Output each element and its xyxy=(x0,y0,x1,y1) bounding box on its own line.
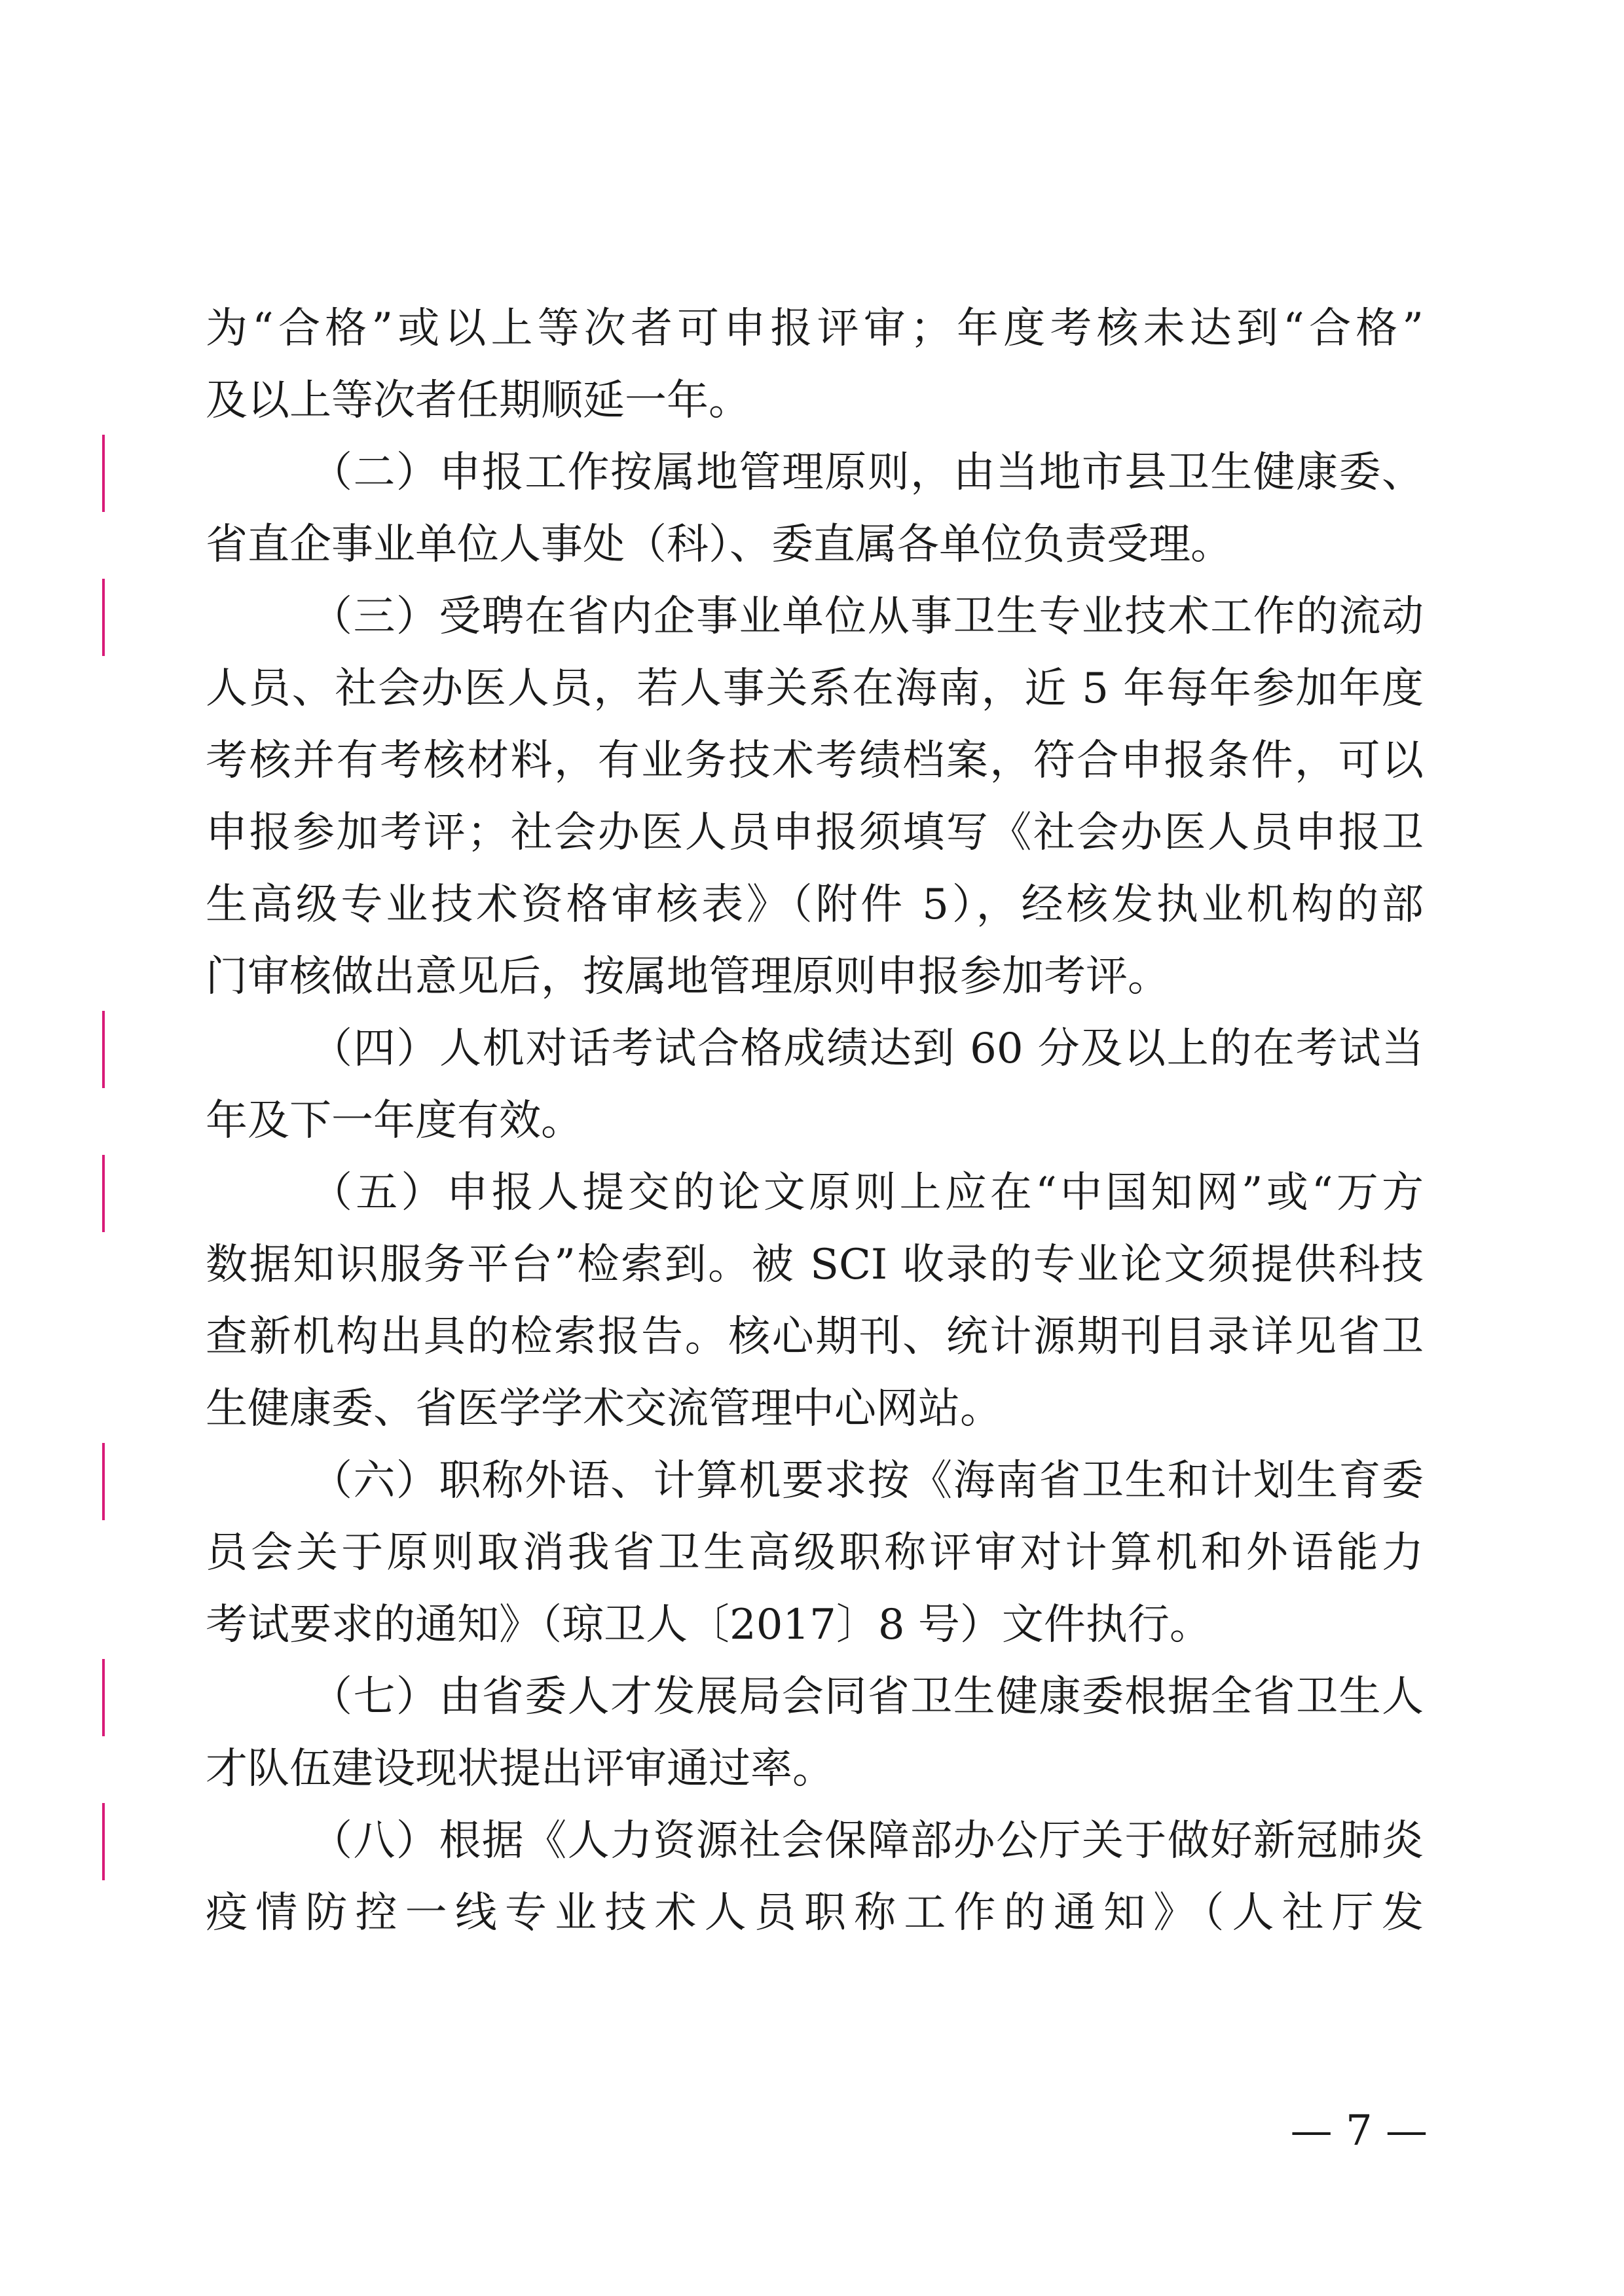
paragraph-6-line-2: 员会关于原则取消我省卫生高级职称评审对计算机和外语能力 xyxy=(206,1529,1424,1577)
paragraph-3-line-4: 申报参加考评；社会办医人员申报须填写《社会办医人员申报卫 xyxy=(206,809,1424,857)
revision-marker xyxy=(102,1803,105,1880)
body-line-1: 为“合格”或以上等次者可申报评审；年度考核未达到“合格” xyxy=(206,304,1424,353)
paragraph-3-line-3: 考核并有考核材料，有业务技术考绩档案，符合申报条件，可以 xyxy=(206,737,1424,785)
paragraph-5-line-2: 数据知识服务平台”检索到。被 SCI 收录的专业论文须提供科技 xyxy=(206,1241,1424,1289)
revision-marker xyxy=(102,1443,105,1520)
paragraph-5-line-4: 生健康委、省医学学术交流管理中心网站。 xyxy=(206,1385,1002,1433)
paragraph-7-line-2: 才队伍建设现状提出评审通过率。 xyxy=(206,1745,834,1793)
paragraph-3-line-2: 人员、社会办医人员，若人事关系在海南，近 5 年每年参加年度 xyxy=(206,665,1424,713)
paragraph-5-line-3: 查新机构出具的检索报告。核心期刊、统计源期刊目录详见省卫 xyxy=(206,1313,1424,1361)
revision-marker xyxy=(102,1011,105,1088)
paragraph-6-line-3: 考试要求的通知》（琼卫人〔2017〕8 号）文件执行。 xyxy=(206,1601,1211,1649)
paragraph-3-line-5: 生高级专业技术资格审核表》（附件 5），经核发执业机构的部 xyxy=(206,881,1424,929)
revision-marker xyxy=(102,435,105,512)
revision-marker xyxy=(102,579,105,656)
paragraph-5-line-1: （五）申报人提交的论文原则上应在“中国知网”或“万方 xyxy=(310,1169,1424,1217)
paragraph-8-line-1: （八）根据《人力资源社会保障部办公厅关于做好新冠肺炎 xyxy=(310,1817,1424,1865)
paragraph-7-line-1: （七）由省委人才发展局会同省卫生健康委根据全省卫生人 xyxy=(310,1673,1424,1721)
paragraph-3-line-6: 门审核做出意见后，按属地管理原则申报参加考评。 xyxy=(206,953,1170,1001)
page-number: — 7 — xyxy=(1290,2107,1428,2155)
revision-marker xyxy=(102,1155,105,1232)
paragraph-8-line-2: 疫情防控一线专业技术人员职称工作的通知》（人社厅发 xyxy=(206,1889,1424,1937)
paragraph-2-line-1: （二）申报工作按属地管理原则，由当地市县卫生健康委、 xyxy=(310,448,1424,497)
paragraph-6-line-1: （六）职称外语、计算机要求按《海南省卫生和计划生育委 xyxy=(310,1457,1424,1505)
paragraph-4-line-2: 年及下一年度有效。 xyxy=(206,1097,583,1145)
body-line-2: 及以上等次者任期顺延一年。 xyxy=(206,376,750,425)
paragraph-2-line-2: 省直企事业单位人事处（科）、委直属各单位负责受理。 xyxy=(206,520,1232,569)
revision-marker xyxy=(102,1659,105,1736)
paragraph-4-line-1: （四）人机对话考试合格成绩达到 60 分及以上的在考试当 xyxy=(310,1025,1424,1073)
paragraph-3-line-1: （三）受聘在省内企事业单位从事卫生专业技术工作的流动 xyxy=(310,592,1424,641)
